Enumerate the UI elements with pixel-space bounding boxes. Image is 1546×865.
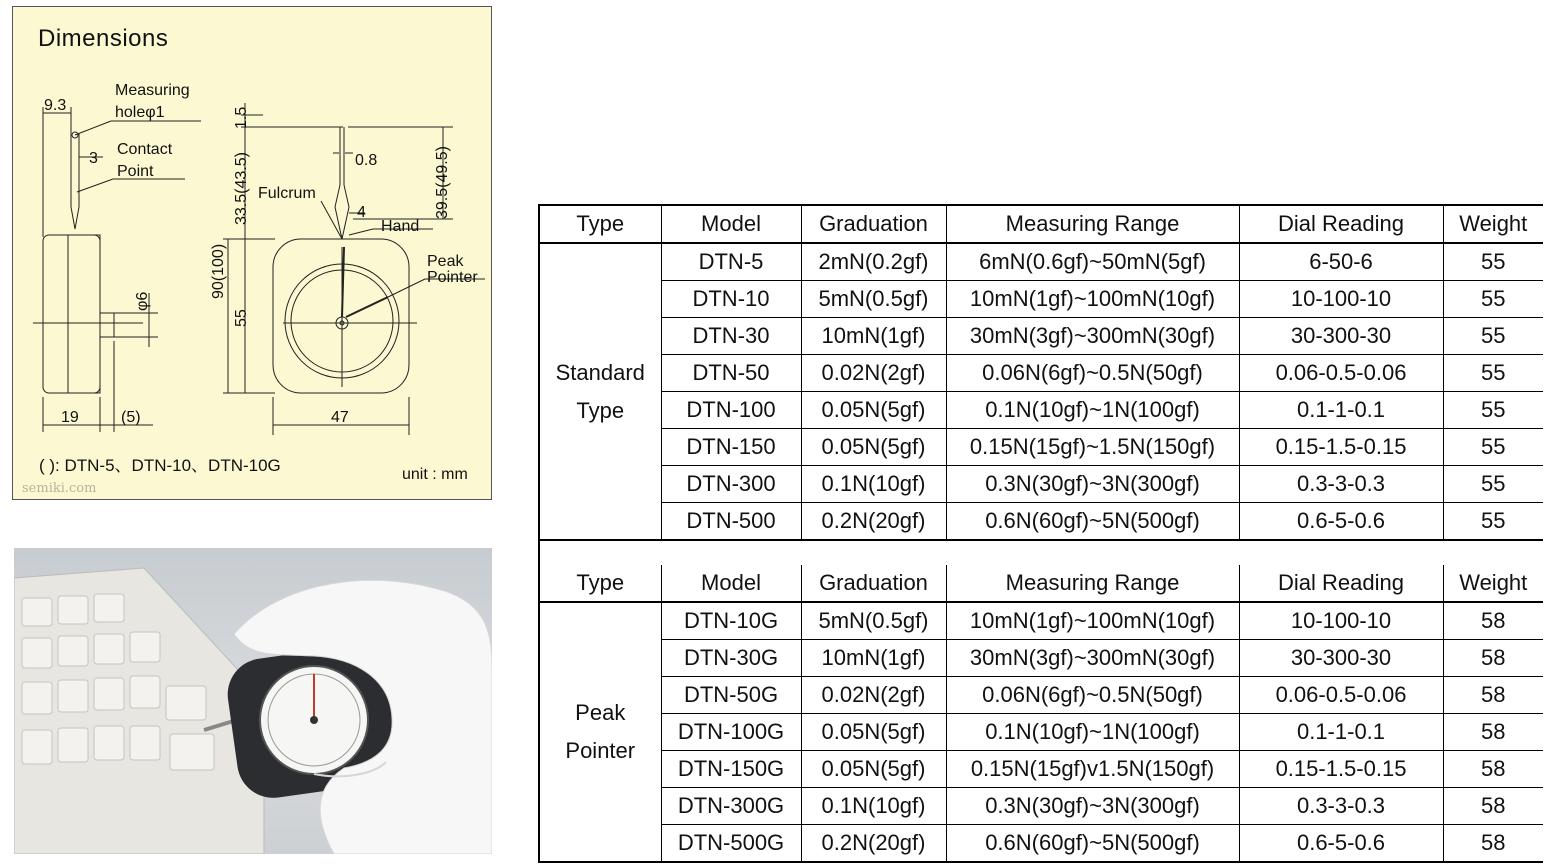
front-view-needle: [335, 127, 349, 239]
cell-dial: 0.3-3-0.3: [1239, 466, 1443, 503]
cell-dial: 0.15-1.5-0.15: [1239, 429, 1443, 466]
cell-graduation: 0.02N(2gf): [801, 355, 946, 392]
label-contact: Contact: [117, 141, 173, 158]
header-type: Type: [539, 205, 661, 243]
cell-model: DTN-10G: [661, 602, 801, 640]
standard-type-table: [538, 204, 1543, 541]
cell-dial: 0.1-1-0.1: [1239, 392, 1443, 429]
dim-33-5: 33.5(43.5): [233, 152, 250, 225]
table-row: [539, 602, 1543, 640]
cell-dial: 30-300-30: [1239, 318, 1443, 355]
table-row: [539, 640, 1543, 677]
cell-model: DTN-500G: [661, 825, 801, 863]
dim-9-3: 9.3: [44, 97, 67, 114]
table-row: [539, 243, 1543, 281]
type-cell-standard: [539, 243, 661, 540]
cell-range: 6mN(0.6gf)~50mN(5gf): [946, 243, 1239, 281]
cell-weight: 55: [1443, 318, 1543, 355]
peak-header-row: [539, 565, 1543, 602]
label-hand: Hand: [381, 218, 420, 235]
cell-model: DTN-300: [661, 466, 801, 503]
cell-dial: 6-50-6: [1239, 243, 1443, 281]
cell-weight: 58: [1443, 788, 1543, 825]
cell-dial: 30-300-30: [1239, 640, 1443, 677]
product-photo: [14, 548, 492, 854]
cell-range: 0.06N(6gf)~0.5N(50gf): [946, 677, 1239, 714]
cell-weight: 55: [1443, 429, 1543, 466]
cell-range: 30mN(3gf)~300mN(30gf): [946, 318, 1239, 355]
cell-dial: 0.3-3-0.3: [1239, 788, 1443, 825]
header-type: Type: [539, 565, 661, 602]
type-label-line2: Pointer: [565, 738, 636, 763]
dim-19: 19: [61, 409, 79, 426]
cell-model: DTN-500: [661, 503, 801, 541]
cell-model: DTN-150G: [661, 751, 801, 788]
front-view-peak-pointer: [346, 297, 388, 317]
cell-range: 0.3N(30gf)~3N(300gf): [946, 788, 1239, 825]
cell-graduation: 10mN(1gf): [801, 640, 946, 677]
front-view-body: [273, 239, 409, 393]
header-measuring-range: Measuring Range: [946, 565, 1239, 602]
dim-0-8: 0.8: [355, 152, 378, 169]
table-row: [539, 751, 1543, 788]
table-row: [539, 355, 1543, 392]
models-note: ( ): DTN-5、DTN-10、DTN-10G: [39, 456, 281, 475]
side-view-knob: [100, 313, 114, 337]
type-label-line2: Type: [576, 397, 625, 423]
dim-55: 55: [233, 309, 250, 327]
cell-model: DTN-300G: [661, 788, 801, 825]
watermark: semiki.com: [22, 481, 97, 496]
cell-graduation: 5mN(0.5gf): [801, 281, 946, 318]
cell-dial: 0.06-0.5-0.06: [1239, 677, 1443, 714]
table-gap: [538, 526, 1546, 565]
cell-range: 0.15N(15gf)v1.5N(150gf): [946, 751, 1239, 788]
cell-range: 0.1N(10gf)~1N(100gf): [946, 714, 1239, 751]
cell-model: DTN-10: [661, 281, 801, 318]
cell-model: DTN-100G: [661, 714, 801, 751]
cell-model: DTN-50: [661, 355, 801, 392]
cell-dial: 0.06-0.5-0.06: [1239, 355, 1443, 392]
cell-graduation: 10mN(1gf): [801, 318, 946, 355]
side-view-knurl: [68, 235, 100, 393]
cell-model: DTN-30G: [661, 640, 801, 677]
cell-range: 0.3N(30gf)~3N(300gf): [946, 466, 1239, 503]
cell-model: DTN-100: [661, 392, 801, 429]
cell-dial: 10-100-10: [1239, 281, 1443, 318]
cell-weight: 58: [1443, 751, 1543, 788]
cell-dial: 0.6-5-0.6: [1239, 825, 1443, 863]
cell-weight: 55: [1443, 355, 1543, 392]
header-dial-reading: Dial Reading: [1239, 205, 1443, 243]
cell-graduation: 0.05N(5gf): [801, 392, 946, 429]
dimensions-title: Dimensions: [38, 25, 169, 52]
header-graduation: Graduation: [801, 205, 946, 243]
cell-weight: 58: [1443, 714, 1543, 751]
cell-weight: 55: [1443, 503, 1543, 541]
header-model: Model: [661, 205, 801, 243]
table-row: [539, 318, 1543, 355]
table-row: [539, 714, 1543, 751]
cell-graduation: 0.05N(5gf): [801, 714, 946, 751]
cell-model: DTN-50G: [661, 677, 801, 714]
dim-39-5: 39.5(49.5): [434, 146, 451, 219]
cell-graduation: 5mN(0.5gf): [801, 602, 946, 640]
dim-90: 90(100): [210, 243, 227, 299]
label-point: Point: [117, 163, 154, 180]
label-measuring: Measuring: [115, 82, 190, 99]
label-peak: Peak: [427, 253, 464, 270]
cell-dial: 0.6-5-0.6: [1239, 503, 1443, 541]
cell-weight: 58: [1443, 602, 1543, 640]
dim-5: (5): [121, 409, 141, 426]
cell-graduation: 2mN(0.2gf): [801, 243, 946, 281]
header-graduation: Graduation: [801, 565, 946, 602]
cell-graduation: 0.2N(20gf): [801, 825, 946, 863]
table-row: [539, 825, 1543, 863]
unit-note: unit : mm: [402, 466, 468, 483]
table-row: [539, 677, 1543, 714]
cell-dial: 0.15-1.5-0.15: [1239, 751, 1443, 788]
table-row: [539, 392, 1543, 429]
header-weight: Weight: [1443, 565, 1543, 602]
cell-range: 0.6N(60gf)~5N(500gf): [946, 825, 1239, 863]
table-row: [539, 429, 1543, 466]
dim-47: 47: [331, 409, 349, 426]
cell-range: 0.6N(60gf)~5N(500gf): [946, 503, 1239, 541]
side-view-body: [43, 235, 100, 393]
cell-dial: 0.1-1-0.1: [1239, 714, 1443, 751]
type-cell-peak: [539, 602, 661, 862]
cell-graduation: 0.1N(10gf): [801, 788, 946, 825]
dimension-drawing: [13, 7, 493, 501]
header-weight: Weight: [1443, 205, 1543, 243]
dimensions-panel: [12, 6, 492, 500]
cell-weight: 58: [1443, 825, 1543, 863]
cell-dial: 10-100-10: [1239, 602, 1443, 640]
cell-weight: 55: [1443, 392, 1543, 429]
side-view-needle: [71, 133, 79, 229]
dim-phi6: φ6: [134, 291, 151, 311]
cell-graduation: 0.02N(2gf): [801, 677, 946, 714]
table-row: [539, 281, 1543, 318]
cell-graduation: 0.2N(20gf): [801, 503, 946, 541]
label-fulcrum: Fulcrum: [258, 185, 316, 202]
label-hole-phi1: holeφ1: [115, 104, 165, 121]
dim-3: 3: [89, 150, 98, 167]
cell-model: DTN-5: [661, 243, 801, 281]
cell-graduation: 0.1N(10gf): [801, 466, 946, 503]
cell-graduation: 0.05N(5gf): [801, 429, 946, 466]
cell-model: DTN-30: [661, 318, 801, 355]
standard-header-row: [539, 205, 1543, 243]
cell-weight: 58: [1443, 640, 1543, 677]
label-pointer: Pointer: [427, 269, 478, 286]
type-label-line1: Standard: [555, 359, 645, 385]
cell-range: 30mN(3gf)~300mN(30gf): [946, 640, 1239, 677]
cell-weight: 55: [1443, 281, 1543, 318]
cell-range: 0.1N(10gf)~1N(100gf): [946, 392, 1239, 429]
cell-model: DTN-150: [661, 429, 801, 466]
cell-range: 0.15N(15gf)~1.5N(150gf): [946, 429, 1239, 466]
cell-weight: 55: [1443, 466, 1543, 503]
cell-range: 10mN(1gf)~100mN(10gf): [946, 602, 1239, 640]
table-row: [539, 466, 1543, 503]
peak-pointer-table: [538, 565, 1543, 863]
type-label-line1: Peak: [575, 700, 626, 725]
header-model: Model: [661, 565, 801, 602]
table-row: [539, 788, 1543, 825]
dim-4: 4: [357, 204, 366, 221]
dim-1-5: 1.5: [233, 106, 250, 129]
cell-weight: 55: [1443, 243, 1543, 281]
cell-graduation: 0.05N(5gf): [801, 751, 946, 788]
header-measuring-range: Measuring Range: [946, 205, 1239, 243]
cell-range: 0.06N(6gf)~0.5N(50gf): [946, 355, 1239, 392]
cell-weight: 58: [1443, 677, 1543, 714]
cell-range: 10mN(1gf)~100mN(10gf): [946, 281, 1239, 318]
header-dial-reading: Dial Reading: [1239, 565, 1443, 602]
